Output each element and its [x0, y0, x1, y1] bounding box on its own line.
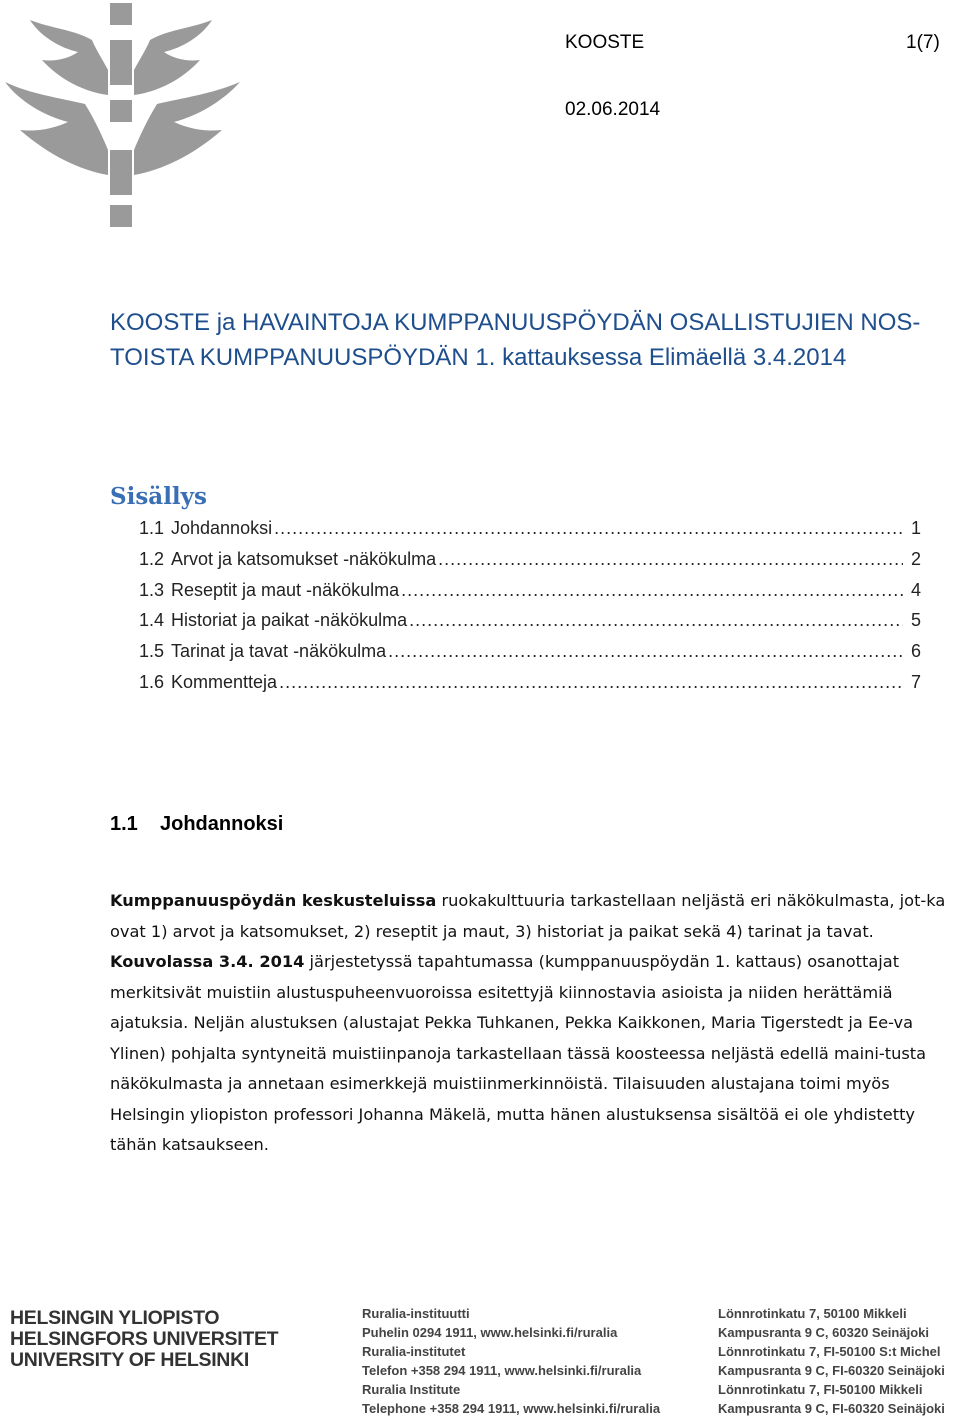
body-bold-phrase: Kumppanuuspöydän keskusteluissa — [110, 891, 437, 910]
footer-line: Ruralia-instituutti — [362, 1306, 470, 1321]
toc-item-label: Arvot ja katsomukset -näkökulma — [171, 548, 437, 569]
header-date: 02.06.2014 — [565, 99, 661, 120]
toc-item[interactable] — [139, 672, 921, 703]
toc-leader-dots — [388, 641, 903, 662]
university-wordmark — [10, 1308, 278, 1371]
footer-line: Lönnrotinkatu 7, 50100 Mikkeli — [718, 1306, 907, 1321]
header-document-type: KOOSTE — [565, 32, 645, 53]
toc-item-page: 1 — [910, 518, 921, 538]
toc-item-number: 1.1 — [139, 518, 165, 538]
footer-line: Kampusranta 9 C, FI-60320 Seinäjoki — [718, 1363, 945, 1378]
footer-line: Telephone +358 294 1911, www.helsinki.fi/ruralia — [362, 1401, 661, 1416]
university-flame-logo-icon — [0, 0, 245, 230]
footer-line: Puhelin 0294 1911, www.helsinki.fi/ruralia — [362, 1325, 618, 1340]
toc-leader-dots — [274, 518, 903, 539]
toc-heading: Sisällys — [110, 483, 207, 510]
body-text: järjestetyssä tapahtumassa (kumppanuuspöydän 1. kattaus) osanottajat merkitsivät muistiin alustuspuheenvuoroissa esitettyjä kiinnostavia asioista ja niiden herättämiä ajatuksia. Neljän alustuksen (alustajat Pekka Tuhkanen, Pekka Kaikkonen, Maria Tigerstedt ja Ee-va Ylinen) pohjalta syntyneitä muistiinpanoja tarkastellaan tässä koosteessa neljästä edellä maini-tusta näkökulmasta ja annetaan esimerkkejä muistiinmerkinnöistä. Tilaisuuden alustajana toimi myös Helsingin yliopiston professori Johanna Mäkelä, mutta hänen alustuksensa sisältöä ei ole yhdistetty tähän katsaukseen. — [110, 952, 927, 1154]
toc-leader-dots — [279, 672, 903, 693]
footer-line: Lönnrotinkatu 7, FI-50100 S:t Michel — [718, 1344, 941, 1359]
footer-line: Ruralia Institute — [362, 1382, 461, 1397]
toc-item-label: Johdannoksi — [171, 518, 273, 538]
title-line: TOISTA KUMPPANUUSPÖYDÄN 1. kattauksessa Elimäellä 3.4.2014 — [110, 344, 847, 371]
toc-item-page: 4 — [910, 579, 921, 600]
toc-item-page: 6 — [910, 641, 921, 662]
body-bold-phrase: Kouvolassa 3.4. 2014 — [110, 952, 305, 971]
toc-item[interactable] — [139, 610, 921, 641]
toc-item-page: 2 — [910, 548, 921, 569]
toc-item-number: 1.6 — [139, 671, 165, 692]
footer-line: Ruralia-institutet — [362, 1344, 466, 1359]
section-number: 1.1 — [110, 813, 138, 835]
intro-paragraph — [110, 886, 950, 1161]
toc-item[interactable] — [139, 549, 921, 580]
toc-item[interactable] — [139, 580, 921, 611]
toc-item-label: Historiat ja paikat -näkökulma — [171, 610, 408, 631]
footer-addresses — [718, 1304, 945, 1418]
toc-item-page: 7 — [910, 671, 921, 692]
wordmark-line: HELSINGIN YLIOPISTO — [10, 1307, 220, 1329]
footer-contact-info — [362, 1304, 660, 1418]
toc-item-number: 1.3 — [139, 579, 165, 600]
wordmark-line: HELSINGFORS UNIVERSITET — [10, 1328, 279, 1350]
toc-item-label: Kommentteja — [171, 671, 278, 692]
header-page-number: 1(7) — [906, 32, 940, 53]
table-of-contents — [139, 518, 921, 703]
toc-item[interactable] — [139, 518, 921, 549]
toc-leader-dots — [438, 549, 903, 570]
wordmark-line: UNIVERSITY OF HELSINKI — [10, 1349, 249, 1371]
footer-line: Kampusranta 9 C, 60320 Seinäjoki — [718, 1325, 929, 1340]
toc-item-label: Tarinat ja tavat -näkökulma — [171, 641, 387, 662]
title-line: KOOSTE ja HAVAINTOJA KUMPPANUUSPÖYDÄN OSALLISTUJIEN NOS- — [110, 309, 921, 336]
section-title: Johdannoksi — [160, 813, 284, 835]
toc-item-label: Reseptit ja maut -näkökulma — [171, 579, 400, 600]
toc-item-number: 1.2 — [139, 548, 165, 569]
toc-item-number: 1.5 — [139, 641, 165, 662]
footer-line: Lönnrotinkatu 7, FI-50100 Mikkeli — [718, 1382, 923, 1397]
footer-line: Kampusranta 9 C, FI-60320 Seinäjoki — [718, 1401, 945, 1416]
body-text: ruokakulttuuria tarkastellaan neljästä eri näkökulmasta, jot-ka ovat 1) arvot ja katsomukset, 2) reseptit ja maut, 3) historiat ja paikat sekä 4) tarinat ja tavat. — [110, 891, 946, 941]
document-title — [110, 305, 940, 375]
toc-item-page: 5 — [910, 610, 921, 631]
footer-line: Telefon +358 294 1911, www.helsinki.fi/ruralia — [362, 1363, 642, 1378]
toc-item-number: 1.4 — [139, 610, 165, 631]
section-heading — [110, 813, 283, 836]
toc-item[interactable] — [139, 641, 921, 672]
toc-leader-dots — [409, 610, 903, 631]
toc-leader-dots — [401, 580, 903, 601]
